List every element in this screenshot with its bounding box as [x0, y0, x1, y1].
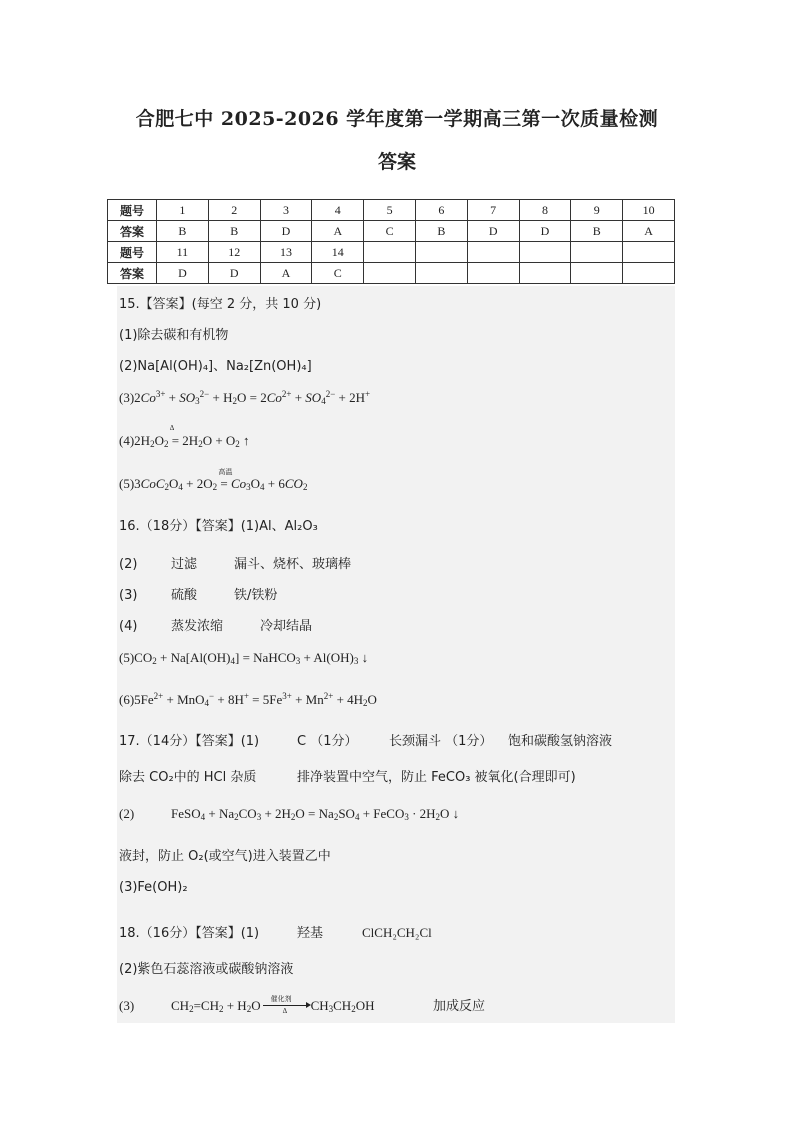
table-row	[108, 263, 675, 284]
table-cell: A	[312, 221, 364, 242]
q16-heading: 16.（18分）【答案】(1)Al、Al₂O₃	[119, 519, 318, 534]
table-cell: A	[623, 221, 675, 242]
table-header-cell: 题号	[108, 242, 157, 263]
answer-text: 冷却结晶	[260, 619, 313, 634]
answer-text: 漏斗、烧杯、玻璃棒	[234, 557, 352, 572]
table-cell: B	[208, 221, 260, 242]
table-cell	[364, 263, 416, 284]
table-cell	[571, 242, 623, 263]
q15-answer-5-label: (5)	[119, 476, 135, 491]
answer-text: 铁/铁粉	[234, 588, 278, 603]
table-cell	[571, 263, 623, 284]
q17-heading-label: 17.（14分）【答案】(1)	[119, 734, 260, 749]
table-cell	[364, 242, 416, 263]
answer-text: 除去 CO₂中的 HCl 杂质	[119, 770, 257, 785]
table-cell	[467, 263, 519, 284]
table-cell: 10	[623, 200, 675, 221]
answer-text: 饱和碳酸氢钠溶液	[508, 734, 613, 749]
q16-answer-3	[119, 584, 277, 603]
q17-answer-2	[119, 806, 459, 822]
q17-heading	[119, 730, 612, 749]
q16-answer-3-label: (3)	[119, 588, 138, 603]
q16-answer-5-label: (5)	[119, 650, 135, 665]
table-cell: 11	[157, 242, 209, 263]
q17-answer-2-label: (2)	[119, 806, 135, 821]
q15-answer-5	[119, 468, 308, 492]
q16-answer-6-label: (6)	[119, 692, 135, 707]
equation: $2Co^{3+} + SO_3^{2-} + H_2O = 2Co^{2+} + SO_4^{2-} + 2H^+$	[134, 389, 371, 406]
table-cell: 4	[312, 200, 364, 221]
table-header-cell: 答案	[108, 263, 157, 284]
table-cell	[415, 242, 467, 263]
q18-answer-3-label: (3)	[119, 998, 135, 1013]
answer-text: ClCH₂CH₂Cl	[362, 925, 432, 940]
q16-answer-5	[119, 650, 368, 666]
reaction-arrow-icon	[263, 995, 309, 1015]
q16-answer-2	[119, 553, 351, 572]
q17-answer-2b: 液封，防止 O₂(或空气)进入装置乙中	[119, 849, 331, 864]
equation: FeSO$_4$ + $Na_2CO_3 + 2H_2O = Na_2SO_4$ + FeCO$_3$ · $2H_2O$ ↓	[171, 806, 460, 822]
reaction-condition: 高温	[218, 468, 233, 476]
q18-heading	[119, 922, 432, 941]
q15-heading: 15.【答案】(每空 2 分，共 10 分)	[119, 297, 322, 312]
table-row	[108, 200, 675, 221]
equation: $2H_2O_2$ = Δ $2H_2O + O_2$ ↑	[134, 424, 250, 449]
equation: $CH_2=CH_2 + H_2O$ 催化剂 Δ $CH_3CH_2OH$	[171, 995, 375, 1015]
table-cell: 7	[467, 200, 519, 221]
q17-answer-1b	[119, 766, 576, 785]
table-cell: B	[571, 221, 623, 242]
q16-answer-2-label: (2)	[119, 557, 138, 572]
q15-answer-3-label: (3)	[119, 390, 135, 405]
table-cell: D	[467, 221, 519, 242]
table-header-cell: 题号	[108, 200, 157, 221]
q18-answer-2: (2)紫色石蕊溶液或碳酸钠溶液	[119, 962, 294, 977]
answer-text: 排净装置中空气，防止 FeCO₃ 被氧化(合理即可)	[297, 770, 576, 785]
table-cell: 12	[208, 242, 260, 263]
table-cell: 8	[519, 200, 571, 221]
q15-answer-1: (1)除去碳和有机物	[119, 328, 229, 343]
answer-text: 硫酸	[171, 588, 198, 603]
q18-heading-label: 18.（16分）【答案】(1)	[119, 926, 260, 941]
table-cell: 5	[364, 200, 416, 221]
answer-text: 过滤	[171, 557, 198, 572]
table-row	[108, 221, 675, 242]
answer-text: 长颈漏斗 （1分）	[389, 734, 493, 749]
table-cell: C	[364, 221, 416, 242]
table-cell	[519, 242, 571, 263]
table-cell	[519, 263, 571, 284]
table-cell	[623, 242, 675, 263]
q15-answer-4-label: (4)	[119, 433, 135, 448]
table-cell: 1	[157, 200, 209, 221]
q15-answer-2: (2)Na[Al(OH)₄]、Na₂[Zn(OH)₄]	[119, 359, 312, 374]
table-cell: 3	[260, 200, 312, 221]
table-header-cell: 答案	[108, 221, 157, 242]
reaction-condition: Δ	[169, 424, 175, 432]
equation: $5Fe^{2+} + MnO_4^- + 8H^+ = 5Fe^{3+} + Mn^{2+} + 4H_2O$	[134, 691, 377, 708]
answer-text: 羟基	[297, 926, 324, 941]
table-cell: 6	[415, 200, 467, 221]
table-row	[108, 242, 675, 263]
answer-text: 加成反应	[433, 999, 486, 1014]
answer-text: 蒸发浓缩	[171, 619, 224, 634]
equation: $3CoC_2O_4 + 2O_2$ = 高温 $Co_3O_4 + 6CO_2$	[134, 468, 308, 492]
answer-text: C （1分）	[297, 734, 358, 749]
q15-answer-4	[119, 424, 250, 449]
q17-answer-3: (3)Fe(OH)₂	[119, 880, 188, 895]
equation: $CO_2 + Na[Al(OH)_4]$ = NaHCO$_3$ + $Al(OH)_3$ ↓	[134, 650, 369, 666]
q15-answer-3	[119, 389, 370, 406]
table-cell: A	[260, 263, 312, 284]
table-cell	[623, 263, 675, 284]
table-cell: 13	[260, 242, 312, 263]
table-cell: 2	[208, 200, 260, 221]
q16-answer-4-label: (4)	[119, 619, 138, 634]
q18-answer-3	[119, 995, 485, 1014]
table-cell: C	[312, 263, 364, 284]
q16-answer-4	[119, 615, 312, 634]
reaction-condition: Δ	[282, 1007, 288, 1015]
table-cell: D	[260, 221, 312, 242]
table-cell: D	[208, 263, 260, 284]
document-title: 合肥七中 2025-2026 学年度第一学期高三第一次质量检测	[135, 108, 659, 130]
table-cell	[467, 242, 519, 263]
reaction-condition: 催化剂	[270, 995, 292, 1003]
table-cell: D	[519, 221, 571, 242]
table-cell: B	[157, 221, 209, 242]
table-cell: 14	[312, 242, 364, 263]
q16-answer-6	[119, 691, 377, 708]
document-subtitle: 答案	[377, 151, 416, 173]
answer-table	[107, 199, 675, 284]
table-cell: 9	[571, 200, 623, 221]
table-cell: B	[415, 221, 467, 242]
table-cell	[415, 263, 467, 284]
table-cell: D	[157, 263, 209, 284]
